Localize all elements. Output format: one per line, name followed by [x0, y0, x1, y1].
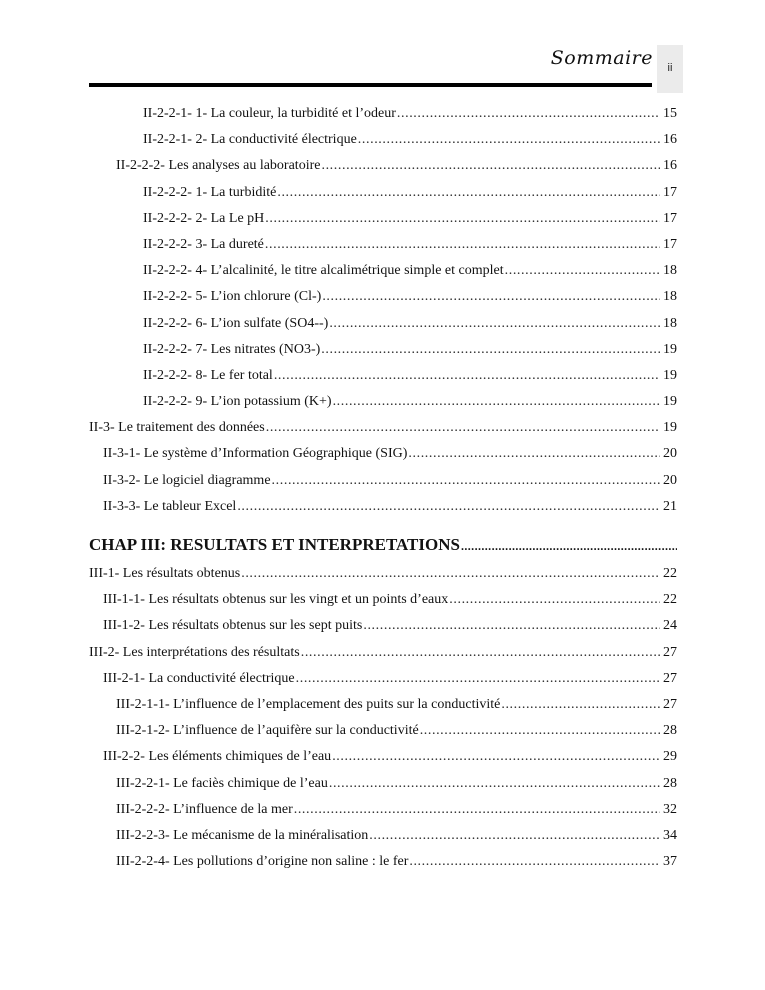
toc-entry-label: III-1- Les résultats obtenus [89, 566, 241, 581]
toc-dot-leader [322, 289, 660, 305]
toc-entry[interactable] [89, 289, 677, 315]
toc-dot-leader [333, 394, 660, 410]
toc-entry-page-number: 28 [663, 723, 677, 739]
toc-entry-label: II-3- Le traitement des données [89, 420, 265, 436]
toc-entry-label: III-2-1-1- L’influence de l’emplacement des puits sur la conductivité [116, 696, 501, 712]
toc-entry[interactable] [89, 185, 677, 211]
toc-dot-leader [265, 211, 660, 227]
toc-entry-label: II-2-2-2- 1- La turbidité [143, 184, 277, 200]
toc-dot-leader [332, 749, 660, 765]
toc-dot-leader [266, 420, 660, 436]
toc-entry-label: II-2-2-2- 6- L’ion sulfate (SO4--) [143, 315, 329, 331]
toc-entry[interactable] [89, 618, 677, 644]
toc-dot-leader [321, 342, 660, 358]
toc-entry[interactable] [89, 749, 677, 775]
toc-entry-label: II-2-2-2- 3- La dureté [143, 236, 264, 252]
toc-entry-label: III-2-1- La conductivité électrique [103, 670, 295, 686]
toc-entry-label: III-2-2-2- L’influence de la mer [116, 801, 293, 817]
page-number: ii [667, 62, 673, 74]
toc-entry-label: II-2-2-1- 2- La conductivité électrique [143, 132, 357, 148]
toc-entry-page-number: 27 [663, 644, 677, 660]
toc-entry-page-number: 19 [663, 367, 677, 383]
toc-entry-label: III-2-1-2- L’influence de l’aquifère sur la conductivité [116, 723, 419, 739]
toc-entry[interactable] [89, 132, 677, 158]
toc-entry-page-number: 21 [663, 498, 677, 514]
toc-entry-label: III-2-2-1- Le faciès chimique de l’eau [116, 775, 328, 791]
toc-dot-leader [369, 828, 660, 844]
toc-entry[interactable] [89, 566, 677, 592]
toc-dot-leader [329, 776, 660, 792]
toc-entry[interactable] [89, 368, 677, 394]
toc-entry[interactable] [89, 394, 677, 420]
toc-entry-label: II-3-3- Le tableur Excel [103, 498, 237, 514]
toc-dot-leader [363, 618, 660, 634]
toc-entry-page-number: 15 [663, 106, 677, 121]
toc-dot-leader [272, 473, 660, 489]
toc-entry-page-number: 17 [663, 184, 677, 200]
toc-entry-page-number: 18 [663, 289, 677, 305]
toc-entry-page-number: 19 [663, 420, 677, 436]
toc-entry-page-number: 29 [663, 749, 677, 765]
chapter-heading-label: CHAP III: RESULTATS ET INTERPRETATIONS [89, 535, 460, 554]
toc-entry-label: II-3-2- Le logiciel diagramme [103, 472, 271, 488]
toc-dot-leader [301, 645, 660, 661]
toc-entry-page-number: 16 [663, 158, 677, 174]
toc-entry-label: II-2-2-2- 4- L’alcalinité, le titre alcalimétrique simple et complet [143, 263, 504, 279]
toc-entry-page-number: 24 [663, 618, 677, 634]
header-rule [89, 83, 652, 87]
toc-entry[interactable] [89, 697, 677, 723]
toc-entry-page-number: 18 [663, 263, 677, 279]
toc-entry[interactable] [89, 316, 677, 342]
toc-entry[interactable] [89, 420, 677, 446]
toc-entry-page-number: 16 [663, 132, 677, 148]
page-number-tab [657, 45, 683, 93]
toc-dot-leader [296, 671, 660, 687]
toc-dot-leader [358, 132, 660, 148]
toc-entry-label: II-2-2-2- 2- La Le pH [143, 210, 265, 226]
toc-dot-leader [265, 237, 660, 253]
toc-entry[interactable] [89, 776, 677, 802]
toc-entry-label: III-2-2- Les éléments chimiques de l’eau [103, 749, 332, 765]
toc-dot-leader [321, 158, 660, 174]
chapter-dot-leader [461, 539, 677, 554]
toc-entry-page-number: 28 [663, 775, 677, 791]
chapter-heading[interactable] [89, 535, 677, 566]
toc-dot-leader [274, 368, 660, 384]
toc-entry[interactable] [89, 342, 677, 368]
toc-entry[interactable] [89, 723, 677, 749]
toc-dot-leader [277, 185, 660, 201]
toc-entry-label: II-3-1- Le système d’Information Géographique (SIG) [103, 446, 408, 462]
toc-entry[interactable] [89, 473, 677, 499]
toc-entry-page-number: 19 [663, 394, 677, 410]
toc-entry-label: II-2-2-2- 7- Les nitrates (NO3-) [143, 341, 321, 357]
toc-dot-leader [505, 263, 660, 279]
table-of-contents [89, 106, 677, 880]
toc-entry-label: II-2-2-2- 8- Le fer total [143, 367, 273, 383]
toc-dot-leader [397, 106, 660, 122]
toc-entry-label: II-2-2-2- 9- L’ion potassium (K+) [143, 394, 332, 410]
toc-entry-page-number: 17 [663, 236, 677, 252]
toc-entry-page-number: 32 [663, 801, 677, 817]
toc-entry-label: II-2-2-2- 5- L’ion chlorure (Cl-) [143, 289, 322, 305]
toc-entry-label: III-2-2-4- Les pollutions d’origine non saline : le fer [116, 854, 409, 870]
toc-entry-page-number: 22 [663, 566, 677, 581]
toc-dot-leader [408, 446, 660, 462]
toc-dot-leader [294, 802, 660, 818]
toc-section-part1 [89, 106, 677, 525]
toc-entry[interactable] [89, 237, 677, 263]
toc-entry[interactable] [89, 645, 677, 671]
toc-entry[interactable] [89, 828, 677, 854]
toc-entry-page-number: 17 [663, 210, 677, 226]
toc-entry-page-number: 37 [663, 854, 677, 870]
toc-entry-page-number: 27 [663, 696, 677, 712]
toc-entry[interactable] [89, 592, 677, 618]
toc-entry[interactable] [89, 499, 677, 525]
toc-dot-leader [409, 854, 660, 870]
toc-entry-label: III-2-2-3- Le mécanisme de la minéralisation [116, 827, 369, 843]
toc-entry-label: III-2- Les interprétations des résultats [89, 644, 300, 660]
toc-section-part2 [89, 566, 677, 880]
toc-entry[interactable] [89, 671, 677, 697]
page-header-title: Sommaire [550, 47, 653, 69]
toc-entry-label: III-1-2- Les résultats obtenus sur les sept puits [103, 618, 363, 634]
toc-entry-page-number: 34 [663, 827, 677, 843]
toc-entry[interactable] [89, 446, 677, 472]
toc-entry-label: II-2-2-2- Les analyses au laboratoire [116, 158, 321, 174]
toc-entry[interactable] [89, 263, 677, 289]
toc-dot-leader [241, 566, 660, 582]
toc-dot-leader [449, 592, 660, 608]
toc-entry[interactable] [89, 158, 677, 184]
toc-entry-page-number: 27 [663, 670, 677, 686]
toc-entry-page-number: 18 [663, 315, 677, 331]
toc-entry-label: II-2-2-1- 1- La couleur, la turbidité et l’odeur [143, 106, 396, 121]
toc-entry-page-number: 22 [663, 592, 677, 608]
toc-entry-page-number: 19 [663, 341, 677, 357]
toc-dot-leader [237, 499, 660, 515]
toc-dot-leader [501, 697, 660, 713]
toc-entry-label: III-1-1- Les résultats obtenus sur les vingt et un points d’eaux [103, 592, 449, 608]
toc-dot-leader [329, 316, 660, 332]
toc-dot-leader [420, 723, 660, 739]
toc-entry[interactable] [89, 854, 677, 880]
toc-entry[interactable] [89, 106, 677, 132]
toc-entry[interactable] [89, 211, 677, 237]
toc-entry-page-number: 20 [663, 472, 677, 488]
toc-entry-page-number: 20 [663, 446, 677, 462]
toc-entry[interactable] [89, 802, 677, 828]
